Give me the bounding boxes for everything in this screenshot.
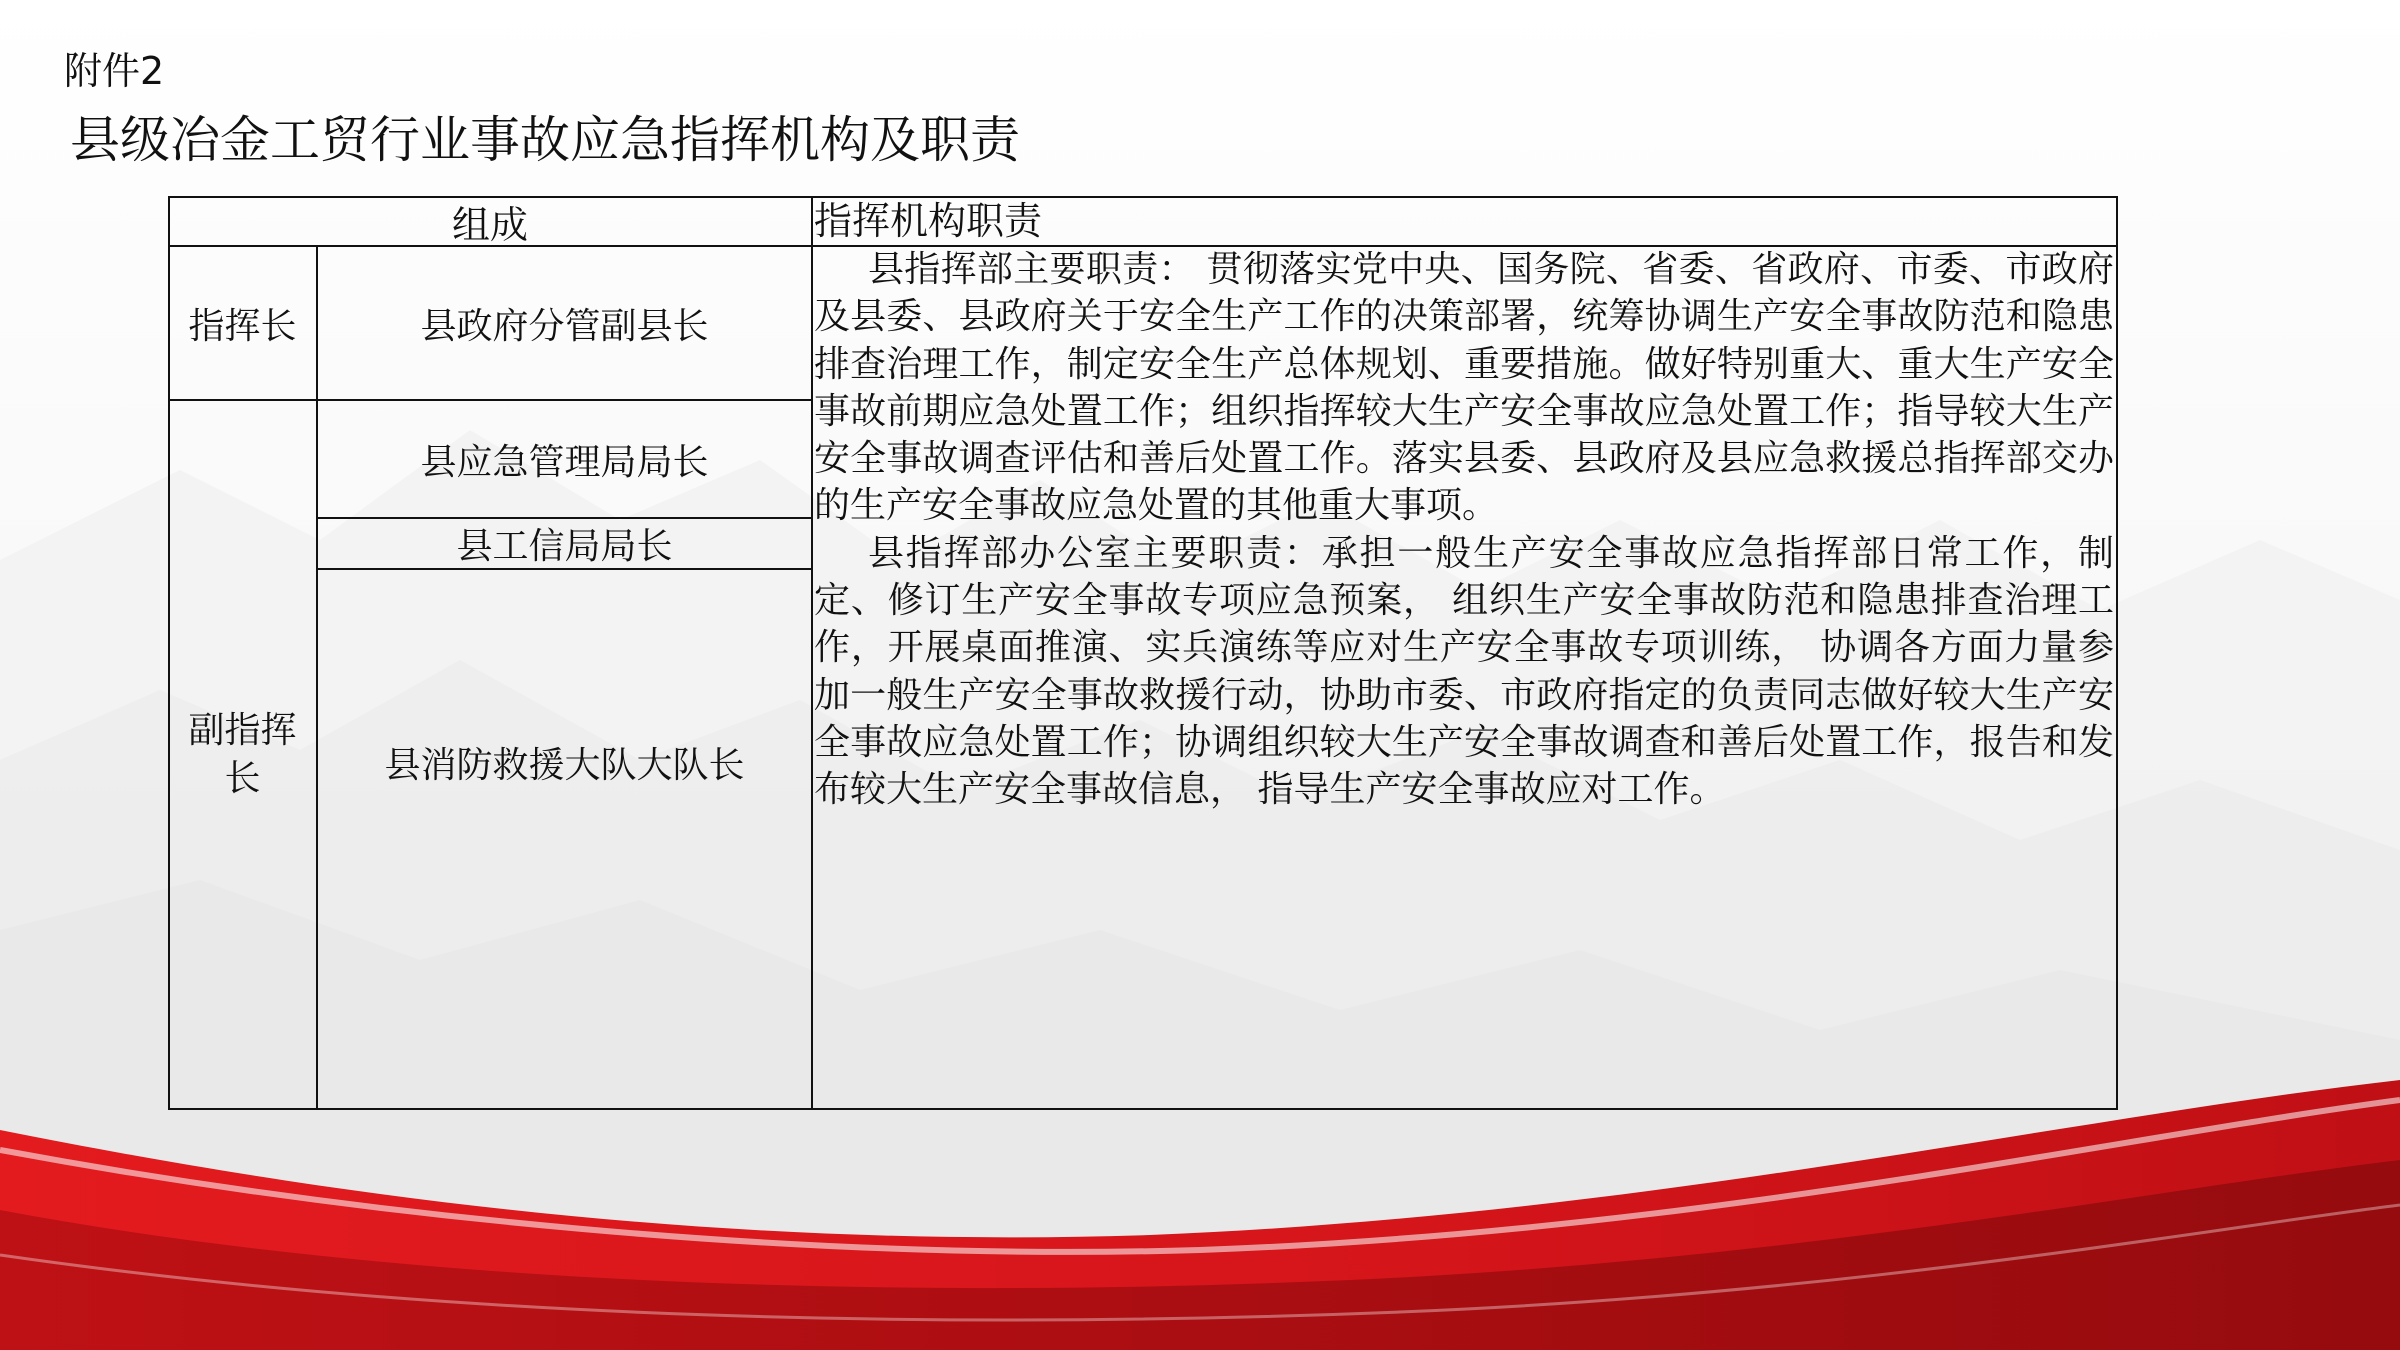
duties-paragraph-command: 县指挥部主要职责： 贯彻落实党中央、国务院、省委、省政府、市委、市政府及县委、县政府关于安全生产工作的决策部署，统筹协调生产安全事故防范和隐患排查治理工作，制定安全生产总体规划、重要措施。做好特别重大、重大生产安全事故前期应急处置工作；组织指挥较大生产安全事故应急处置工作；指导较大生产安全事故调查评估和善后处置工作。落实县委、县政府及县应急救援总指挥部交办的生产安全事故应急处置的其他重大事项。 [814, 249, 2114, 527]
deputy-member-fire-rescue: 县消防救援大队大队长 [384, 745, 745, 786]
page-title: 县级冶金工贸行业事故应急指挥机构及职责 [70, 111, 1020, 169]
commander-member: 县政府分管副县长 [420, 305, 709, 347]
deputy-member-emergency: 县应急管理局局长 [420, 441, 709, 483]
deputy-member-industry: 县工信局局长 [456, 526, 673, 567]
deputy-role: 副指挥长 [188, 710, 297, 799]
header-composition: 组成 [451, 202, 528, 247]
duties-paragraph-office: 县指挥部办公室主要职责：承担一般生产安全事故应急指挥部日常工作，制定、修订生产安全事故专项应急预案， 组织生产安全事故防范和隐患排查治理工作，开展桌面推演、实兵演练等应对生产安全事故专项训练， 协调各方面力量参加一般生产安全事故救援行动，协助市委、市政府指定的负责同志做好较大生产安全事故应急处置工作；协调组织较大生产安全事故调查和善后处置工作，报告和发布较大生产安全事故信息， 指导生产安全事故应对工作。 [814, 532, 2114, 811]
duties-text [814, 246, 2114, 814]
header-duties: 指挥机构职责 [814, 199, 1043, 243]
command-structure-table [168, 196, 2118, 1110]
attachment-label: 附件2 [64, 49, 165, 93]
commander-role: 指挥长 [188, 305, 297, 347]
